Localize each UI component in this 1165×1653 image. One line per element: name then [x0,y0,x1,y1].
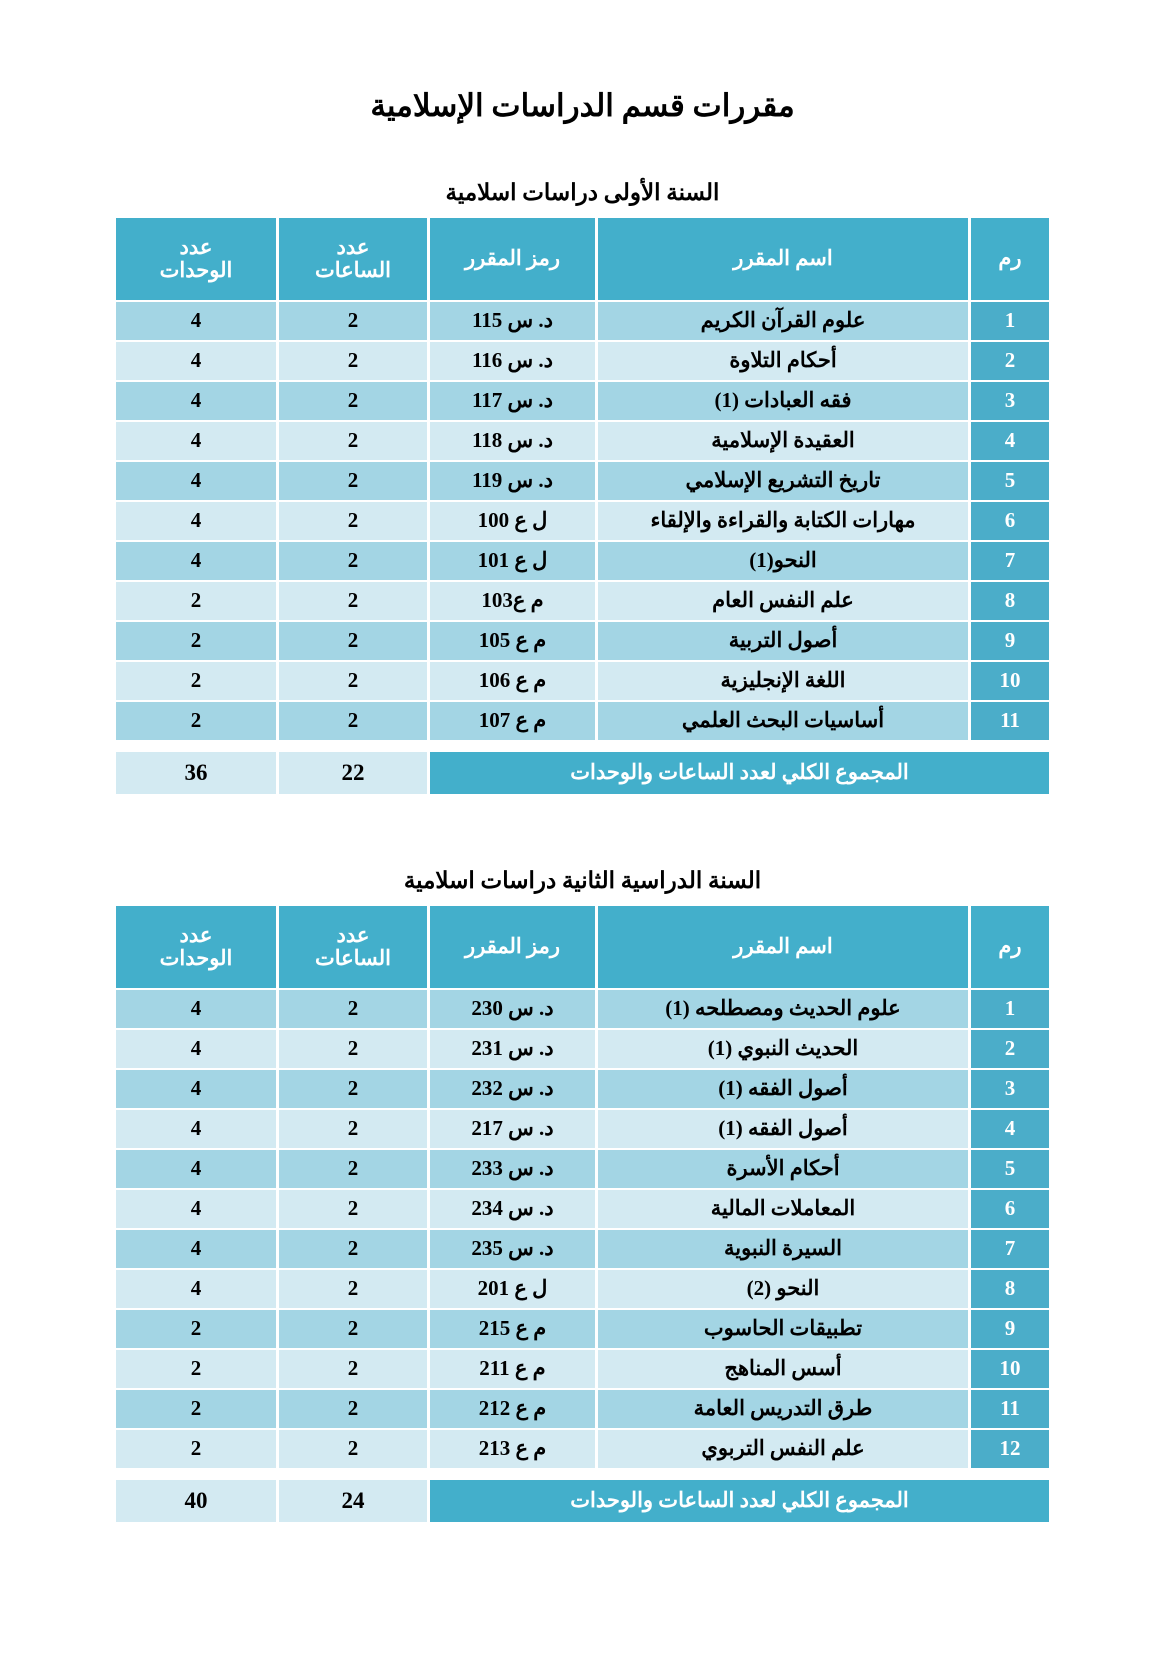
cell-hours: 2 [279,1070,427,1108]
cell-row-number: 4 [971,422,1049,460]
column-header-hours-line1: عدد [336,922,370,947]
courses-table-year-two [113,904,1052,1524]
cell-course-code: د. س 118 [430,422,595,460]
cell-course-name: العقيدة الإسلامية [598,422,968,460]
table-row [116,1270,1049,1308]
table-row [116,990,1049,1028]
table-body-year-one [116,302,1049,794]
table-header-year-one [116,218,1049,300]
cell-row-number: 11 [971,702,1049,740]
cell-units: 2 [116,622,276,660]
table-spacer-cell [116,1470,1049,1478]
column-header-hours-line2: الساعات [314,258,392,282]
cell-course-code: م ع 211 [430,1350,595,1388]
cell-course-name: المعاملات المالية [598,1190,968,1228]
cell-units: 4 [116,990,276,1028]
cell-row-number: 6 [971,502,1049,540]
cell-course-name: تطبيقات الحاسوب [598,1310,968,1348]
cell-hours: 2 [279,382,427,420]
cell-course-code: د. س 230 [430,990,595,1028]
cell-units: 4 [116,1150,276,1188]
total-hours: 24 [279,1480,427,1522]
cell-row-number: 4 [971,1110,1049,1148]
cell-course-name: أحكام التلاوة [598,342,968,380]
table-row [116,1430,1049,1468]
table-row [116,622,1049,660]
table-row [116,1350,1049,1388]
cell-row-number: 7 [971,542,1049,580]
cell-units: 4 [116,342,276,380]
table-header-year-two [116,906,1049,988]
cell-course-code: ل ع 101 [430,542,595,580]
cell-hours: 2 [279,1190,427,1228]
cell-hours: 2 [279,1310,427,1348]
table-spacer [116,1470,1049,1478]
cell-hours: 2 [279,542,427,580]
cell-units: 4 [116,382,276,420]
column-header-units-line1: عدد [179,922,213,947]
cell-course-name: أصول الفقه (1) [598,1070,968,1108]
cell-hours: 2 [279,1350,427,1388]
column-header-units [116,218,276,300]
table-body-year-two [116,990,1049,1522]
cell-course-code: م ع 212 [430,1390,595,1428]
table-row [116,302,1049,340]
cell-hours: 2 [279,622,427,660]
column-header-code: رمز المقرر [430,906,595,988]
cell-hours: 2 [279,502,427,540]
table-row [116,1390,1049,1428]
cell-units: 4 [116,1030,276,1068]
cell-course-name: السيرة النبوية [598,1230,968,1268]
table-row [116,1230,1049,1268]
table-row [116,702,1049,740]
section-title-year-two: السنة الدراسية الثانية دراسات اسلامية [403,868,762,893]
table-row [116,1070,1049,1108]
cell-course-code: د. س 231 [430,1030,595,1068]
cell-course-code: د. س 234 [430,1190,595,1228]
cell-hours: 2 [279,342,427,380]
cell-row-number: 10 [971,662,1049,700]
column-header-units-line1: عدد [179,234,213,259]
cell-course-name: علوم القرآن الكريم [598,302,968,340]
cell-row-number: 1 [971,302,1049,340]
cell-course-name: علم النفس التربوي [598,1430,968,1468]
table-row [116,382,1049,420]
total-hours: 22 [279,752,427,794]
cell-units: 2 [116,1430,276,1468]
cell-course-name: طرق التدريس العامة [598,1390,968,1428]
table-row [116,342,1049,380]
cell-course-code: د. س 235 [430,1230,595,1268]
cell-units: 4 [116,422,276,460]
column-header-name: اسم المقرر [598,906,968,988]
cell-course-code: م ع103 [430,582,595,620]
table-row [116,582,1049,620]
cell-course-name: اللغة الإنجليزية [598,662,968,700]
total-units: 36 [116,752,276,794]
table-row [116,422,1049,460]
column-header-hours-line1: عدد [336,234,370,259]
total-label: المجموع الكلي لعدد الساعات والوحدات [430,1480,1049,1522]
column-header-hours [279,906,427,988]
cell-row-number: 6 [971,1190,1049,1228]
header-row [116,906,1049,988]
column-header-code: رمز المقرر [430,218,595,300]
table-spacer [116,742,1049,750]
cell-hours: 2 [279,462,427,500]
cell-row-number: 3 [971,1070,1049,1108]
table-row [116,542,1049,580]
column-header-num: رم [971,218,1049,300]
cell-units: 4 [116,542,276,580]
cell-units: 4 [116,1070,276,1108]
cell-course-code: ل ع 201 [430,1270,595,1308]
courses-table-year-one [113,216,1052,796]
header-row [116,218,1049,300]
table-row [116,462,1049,500]
cell-course-name: فقه العبادات (1) [598,382,968,420]
cell-units: 2 [116,1310,276,1348]
table-row [116,1310,1049,1348]
cell-course-code: د. س 115 [430,302,595,340]
cell-units: 4 [116,1110,276,1148]
cell-course-name: النحو(1) [598,542,968,580]
table-row [116,662,1049,700]
cell-course-code: م ع 215 [430,1310,595,1348]
cell-hours: 2 [279,422,427,460]
column-header-num: رم [971,906,1049,988]
cell-hours: 2 [279,1150,427,1188]
cell-course-name: أسس المناهج [598,1350,968,1388]
cell-hours: 2 [279,990,427,1028]
table-row [116,1150,1049,1188]
cell-course-name: الحديث النبوي (1) [598,1030,968,1068]
total-label: المجموع الكلي لعدد الساعات والوحدات [430,752,1049,794]
total-row [116,752,1049,794]
cell-row-number: 10 [971,1350,1049,1388]
page-title: مقررات قسم الدراسات الإسلامية [370,88,795,123]
table-row [116,1030,1049,1068]
cell-course-name: أحكام الأسرة [598,1150,968,1188]
cell-hours: 2 [279,582,427,620]
section-year-two [0,796,1165,1524]
cell-units: 4 [116,462,276,500]
cell-units: 4 [116,302,276,340]
cell-row-number: 2 [971,1030,1049,1068]
cell-course-name: مهارات الكتابة والقراءة والإلقاء [598,502,968,540]
cell-row-number: 5 [971,462,1049,500]
table-row [116,502,1049,540]
cell-row-number: 3 [971,382,1049,420]
cell-row-number: 5 [971,1150,1049,1188]
cell-units: 2 [116,702,276,740]
cell-units: 2 [116,582,276,620]
cell-course-name: أساسيات البحث العلمي [598,702,968,740]
total-units: 40 [116,1480,276,1522]
cell-row-number: 9 [971,622,1049,660]
total-row [116,1480,1049,1522]
cell-row-number: 2 [971,342,1049,380]
cell-course-code: م ع 107 [430,702,595,740]
cell-course-name: تاريخ التشريع الإسلامي [598,462,968,500]
cell-hours: 2 [279,302,427,340]
cell-hours: 2 [279,1390,427,1428]
cell-row-number: 8 [971,582,1049,620]
cell-course-code: د. س 117 [430,382,595,420]
cell-units: 4 [116,502,276,540]
section-year-one [0,124,1165,796]
cell-units: 2 [116,662,276,700]
cell-row-number: 1 [971,990,1049,1028]
cell-hours: 2 [279,1110,427,1148]
cell-course-code: د. س 119 [430,462,595,500]
table-spacer-cell [116,742,1049,750]
cell-units: 2 [116,1350,276,1388]
cell-course-name: علم النفس العام [598,582,968,620]
column-header-units-line2: الوحدات [159,946,233,970]
cell-course-name: أصول الفقه (1) [598,1110,968,1148]
section-title-year-one: السنة الأولى دراسات اسلامية [445,180,720,205]
cell-row-number: 7 [971,1230,1049,1268]
cell-row-number: 9 [971,1310,1049,1348]
column-header-hours-line2: الساعات [314,946,392,970]
cell-course-code: د. س 116 [430,342,595,380]
cell-row-number: 8 [971,1270,1049,1308]
cell-course-code: د. س 232 [430,1070,595,1108]
cell-hours: 2 [279,1270,427,1308]
cell-units: 4 [116,1230,276,1268]
cell-course-name: علوم الحديث ومصطلحه (1) [598,990,968,1028]
cell-course-code: م ع 106 [430,662,595,700]
cell-course-code: م ع 105 [430,622,595,660]
column-header-hours [279,218,427,300]
table-row [116,1190,1049,1228]
table-row [116,1110,1049,1148]
cell-course-name: أصول التربية [598,622,968,660]
cell-course-code: م ع 213 [430,1430,595,1468]
cell-course-code: ل ع 100 [430,502,595,540]
column-header-units-line2: الوحدات [159,258,233,282]
cell-course-code: د. س 233 [430,1150,595,1188]
cell-row-number: 11 [971,1390,1049,1428]
cell-hours: 2 [279,1230,427,1268]
column-header-units [116,906,276,988]
cell-hours: 2 [279,702,427,740]
cell-units: 2 [116,1390,276,1428]
cell-units: 4 [116,1190,276,1228]
cell-hours: 2 [279,662,427,700]
cell-course-name: النحو (2) [598,1270,968,1308]
cell-hours: 2 [279,1430,427,1468]
cell-hours: 2 [279,1030,427,1068]
cell-course-code: د. س 217 [430,1110,595,1148]
cell-row-number: 12 [971,1430,1049,1468]
column-header-name: اسم المقرر [598,218,968,300]
cell-units: 4 [116,1270,276,1308]
